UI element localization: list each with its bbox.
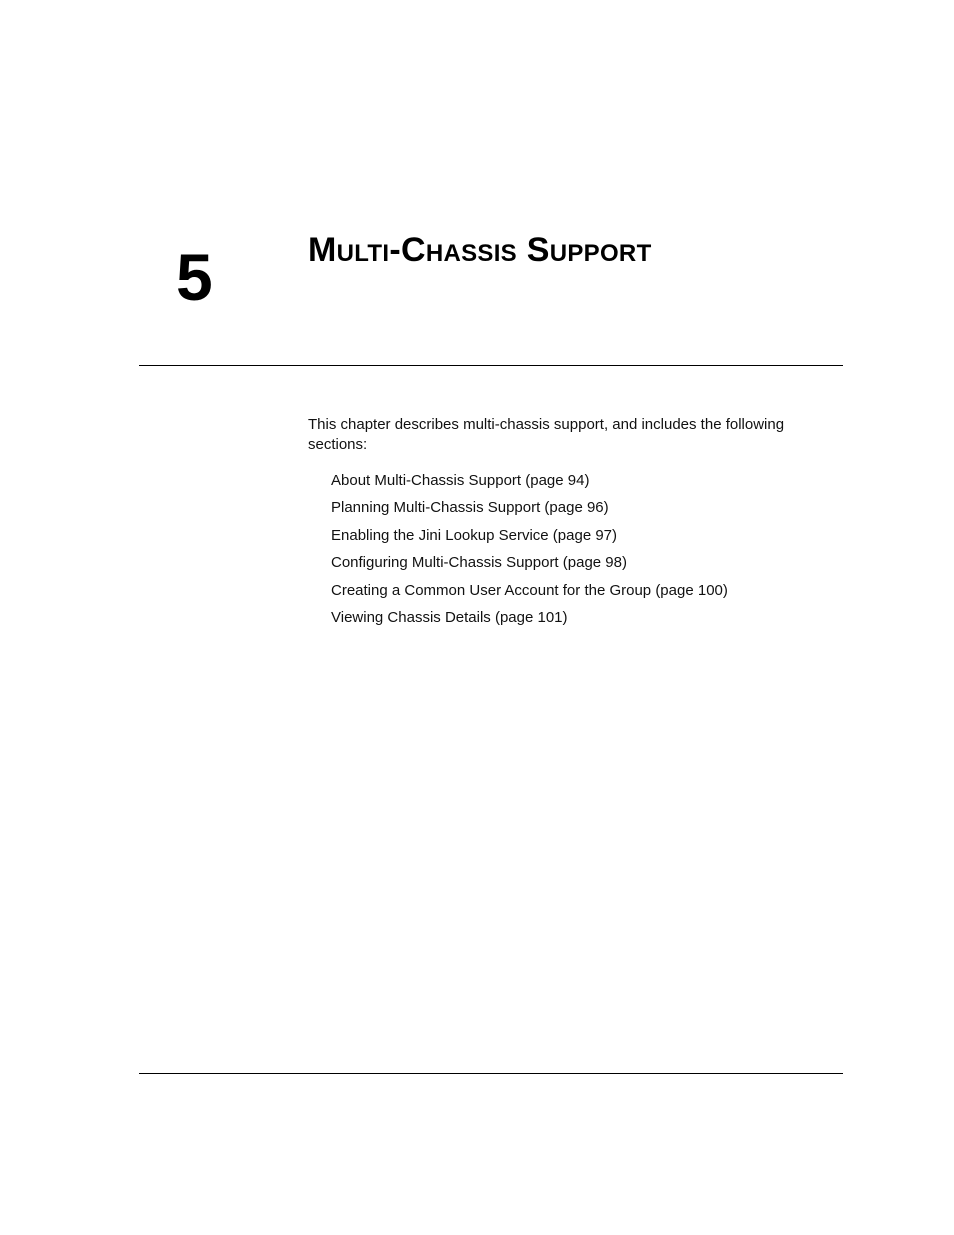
section-link-viewing-chassis[interactable]: Viewing Chassis Details (page 101) [331, 608, 568, 626]
section-link-about[interactable]: About Multi-Chassis Support (page 94) [331, 472, 590, 489]
footer-divider [139, 1073, 843, 1074]
section-link-configuring[interactable]: Configuring Multi-Chassis Support (page 98) [331, 554, 627, 572]
section-list [331, 471, 728, 635]
intro-paragraph: This chapter describes multi-chassis support, and includes the following sections: [308, 416, 785, 453]
chapter-number: 5 [176, 240, 213, 314]
section-link-enabling-jini[interactable]: Enabling the Jini Lookup Service (page 97) [331, 526, 618, 544]
header-divider [139, 365, 843, 366]
chapter-title: Multi-Chassis Support [308, 231, 652, 269]
section-link-planning[interactable]: Planning Multi-Chassis Support (page 96) [331, 499, 609, 517]
section-link-common-user-account[interactable]: Creating a Common User Account for the Group (page 100) [331, 581, 728, 599]
